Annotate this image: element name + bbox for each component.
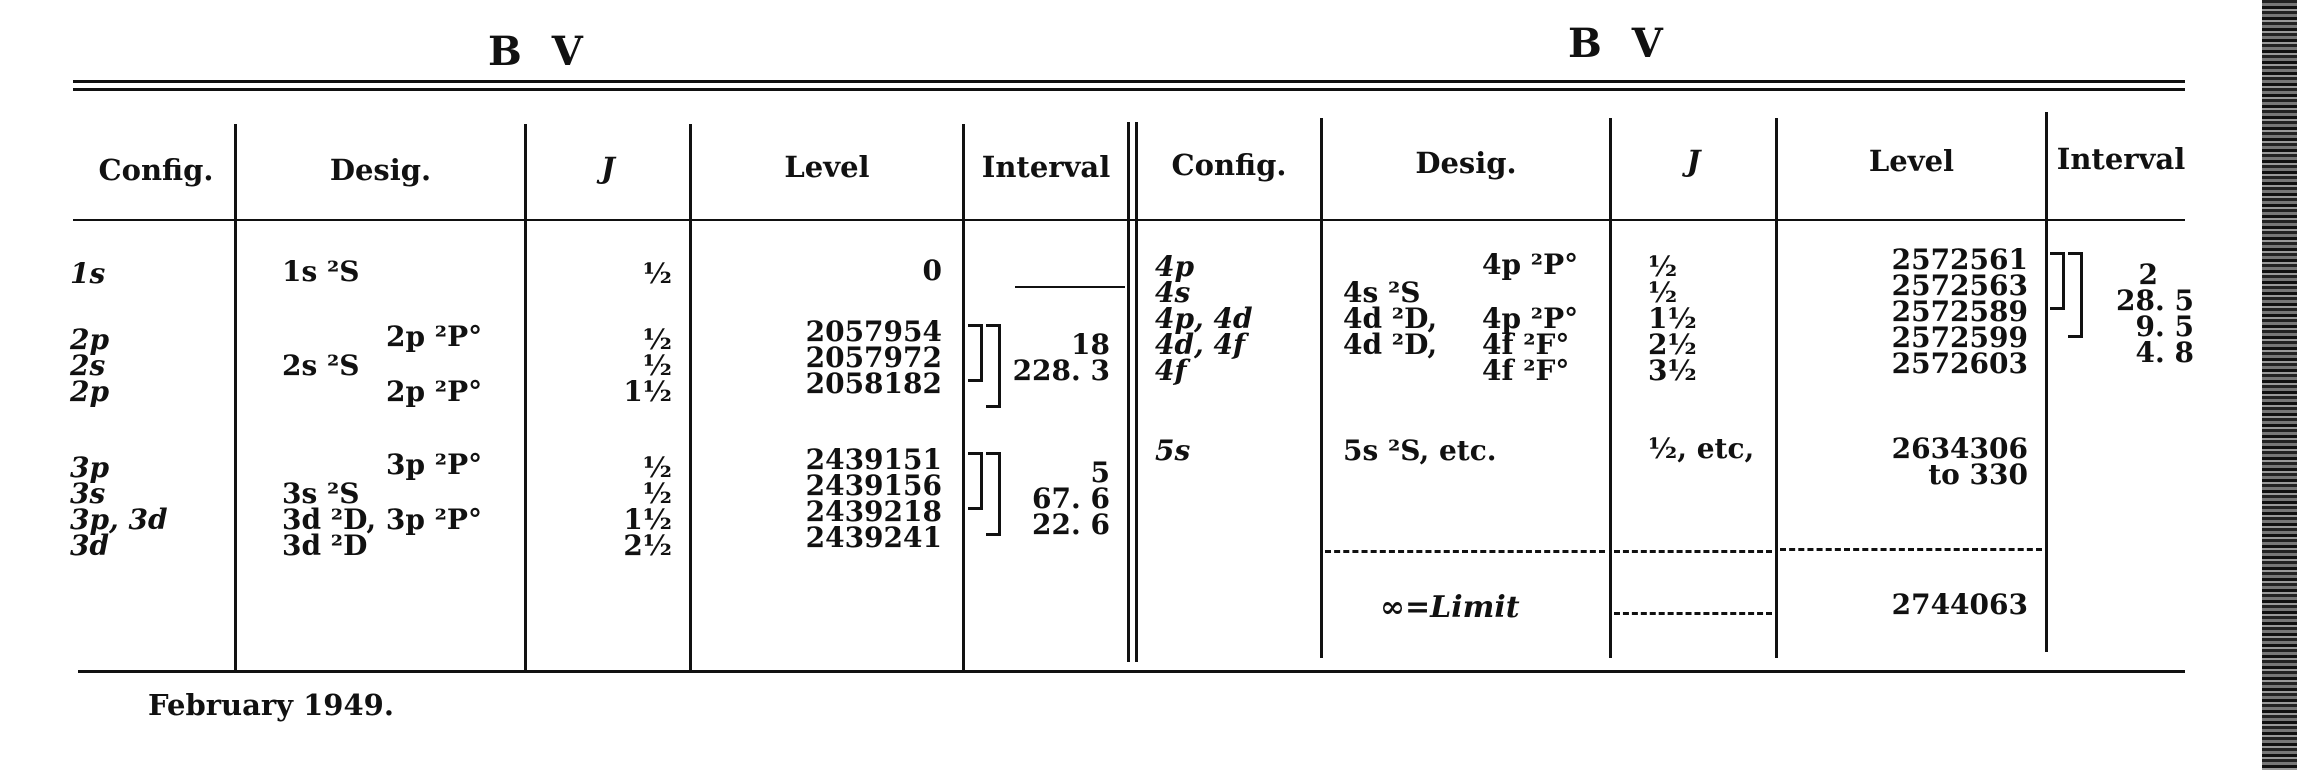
left-j-cell: ½ bbox=[642, 257, 672, 290]
right-desig-cell: 4p ²P° bbox=[1482, 248, 1579, 281]
right-config-cell: 4s bbox=[1155, 276, 1191, 309]
right-config-cell: 4p, 4d bbox=[1155, 302, 1253, 335]
title-left: B V bbox=[488, 28, 591, 75]
left-desig-cell: 1s ²S bbox=[282, 255, 360, 288]
right-config-cell: 5s bbox=[1155, 434, 1191, 467]
right-level-cell: 2572599 bbox=[1891, 321, 2028, 354]
right-level-cell: 2634306 bbox=[1891, 432, 2028, 465]
left-desig-cell: 2s ²S bbox=[282, 349, 360, 382]
limit-dash bbox=[1780, 548, 2042, 551]
interval-bracket bbox=[986, 452, 1001, 536]
left-j-cell: ½ bbox=[642, 477, 672, 510]
right-config-cell: 4p bbox=[1155, 250, 1195, 283]
col-line-4 bbox=[962, 124, 965, 670]
right-j-cell: ½, etc, bbox=[1648, 432, 1755, 465]
left-interval-cell: 5 bbox=[1090, 456, 1110, 489]
left-level-cell: 2058182 bbox=[805, 367, 942, 400]
header-level-left: Level bbox=[784, 150, 870, 184]
right-desig-cell: 4d ²D, bbox=[1343, 328, 1438, 361]
left-config-cell: 1s bbox=[70, 257, 106, 290]
right-config-cell: 4f bbox=[1155, 354, 1187, 387]
bottom-rule bbox=[78, 670, 2185, 673]
top-rule-2 bbox=[73, 88, 2185, 91]
limit-word: Limit bbox=[1430, 590, 1520, 625]
right-desig-cell: 5s ²S, etc. bbox=[1343, 434, 1497, 467]
limit-dash bbox=[1325, 550, 1605, 553]
right-level-cell: 2572589 bbox=[1891, 295, 2028, 328]
col-line-2 bbox=[524, 124, 527, 670]
header-desig-left: Desig. bbox=[329, 153, 432, 187]
left-j-cell: ½ bbox=[642, 451, 672, 484]
col-line-9 bbox=[2045, 112, 2048, 652]
header-j-left: J bbox=[601, 151, 615, 185]
left-j-cell: ½ bbox=[642, 323, 672, 356]
left-config-cell: 2p bbox=[70, 323, 110, 356]
interval-bracket bbox=[2068, 252, 2083, 338]
col-line-5b bbox=[1135, 122, 1138, 662]
interval-bracket bbox=[2050, 252, 2065, 310]
header-j-right: J bbox=[1686, 144, 1701, 178]
connector-line bbox=[1015, 286, 1125, 288]
left-desig-cell: 3d ²D, 3p ²P° bbox=[282, 503, 482, 536]
interval-bracket bbox=[986, 324, 1001, 408]
left-config-cell: 2s bbox=[70, 349, 106, 382]
left-j-cell: ½ bbox=[642, 349, 672, 382]
right-level-cell: to 330 bbox=[1928, 458, 2028, 491]
left-interval-cell: 18 bbox=[1071, 328, 1110, 361]
left-interval-cell: 67. 6 bbox=[1032, 482, 1110, 515]
left-config-cell: 3s bbox=[70, 477, 106, 510]
right-level-cell: 2572561 bbox=[1891, 243, 2028, 276]
header-interval-right: Interval bbox=[2056, 142, 2186, 176]
col-line-3 bbox=[689, 124, 692, 670]
header-config-left: Config. bbox=[98, 153, 214, 187]
left-desig-cell: 3p ²P° bbox=[386, 448, 483, 481]
left-interval-cell: 22. 6 bbox=[1032, 508, 1110, 541]
right-j-cell: ½ bbox=[1648, 276, 1678, 309]
left-config-cell: 3p, 3d bbox=[70, 503, 168, 536]
left-desig-cell: 3d ²D bbox=[282, 529, 368, 562]
left-desig-cell: 2p ²P° bbox=[386, 375, 483, 408]
col-line-7 bbox=[1609, 118, 1612, 658]
right-desig-cell: 4s ²S bbox=[1343, 276, 1421, 309]
left-interval-cell: 228. 3 bbox=[1012, 354, 1110, 387]
left-config-cell: 3p bbox=[70, 451, 110, 484]
right-interval-cell: 2 bbox=[2138, 258, 2158, 291]
interval-bracket bbox=[968, 452, 983, 510]
limit-dash bbox=[1614, 612, 1772, 615]
limit-symbol: ∞= bbox=[1380, 590, 1431, 625]
right-config-cell: 4d, 4f bbox=[1155, 328, 1246, 361]
right-interval-cell: 9. 5 bbox=[2135, 310, 2194, 343]
header-config-right: Config. bbox=[1171, 148, 1287, 182]
header-level-right: Level bbox=[1868, 144, 1955, 178]
right-desig-cell: 4f ²F° bbox=[1482, 328, 1570, 361]
left-j-cell: 2½ bbox=[623, 529, 672, 562]
col-line-1 bbox=[234, 124, 237, 670]
top-rule-1 bbox=[73, 80, 2185, 83]
limit-dash bbox=[1614, 550, 1772, 553]
left-level-cell: 2057972 bbox=[805, 341, 942, 374]
scan-edge bbox=[2262, 0, 2297, 770]
left-j-cell: 1½ bbox=[623, 503, 672, 536]
right-desig-cell: 4f ²F° bbox=[1482, 354, 1570, 387]
right-level-cell: 2572563 bbox=[1891, 269, 2028, 302]
right-j-cell: 3½ bbox=[1648, 354, 1697, 387]
left-desig-cell: 3s ²S bbox=[282, 477, 360, 510]
right-level-cell: 2572603 bbox=[1891, 347, 2028, 380]
col-line-8 bbox=[1775, 118, 1778, 658]
left-level-cell: 2439151 bbox=[805, 443, 942, 476]
left-level-cell: 2439241 bbox=[805, 521, 942, 554]
left-level-cell: 2057954 bbox=[805, 315, 942, 348]
right-desig-cell: 4p ²P° bbox=[1482, 302, 1579, 335]
right-j-cell: 1½ bbox=[1648, 302, 1697, 335]
col-line-5a bbox=[1127, 122, 1130, 662]
limit-label bbox=[1380, 591, 1520, 624]
left-level-cell: 2439218 bbox=[805, 495, 942, 528]
right-j-cell: ½ bbox=[1648, 250, 1678, 283]
left-level-cell: 2439156 bbox=[805, 469, 942, 502]
left-config-cell: 3d bbox=[70, 529, 110, 562]
header-desig-right: Desig. bbox=[1415, 146, 1517, 180]
limit-value: 2744063 bbox=[1891, 588, 2028, 621]
title-right: B V bbox=[1568, 20, 1671, 67]
header-interval-left: Interval bbox=[981, 150, 1111, 184]
right-interval-cell: 4. 8 bbox=[2135, 336, 2194, 369]
interval-bracket bbox=[968, 324, 983, 382]
left-config-cell: 2p bbox=[70, 375, 110, 408]
right-desig-cell: 4d ²D, bbox=[1343, 302, 1438, 335]
right-j-cell: 2½ bbox=[1648, 328, 1697, 361]
right-interval-cell: 28. 5 bbox=[2116, 284, 2194, 317]
col-line-6 bbox=[1320, 118, 1323, 658]
footer-date: February 1949. bbox=[148, 688, 394, 722]
left-level-cell: 0 bbox=[922, 254, 942, 287]
left-desig-cell: 2p ²P° bbox=[386, 320, 483, 353]
left-j-cell: 1½ bbox=[623, 375, 672, 408]
